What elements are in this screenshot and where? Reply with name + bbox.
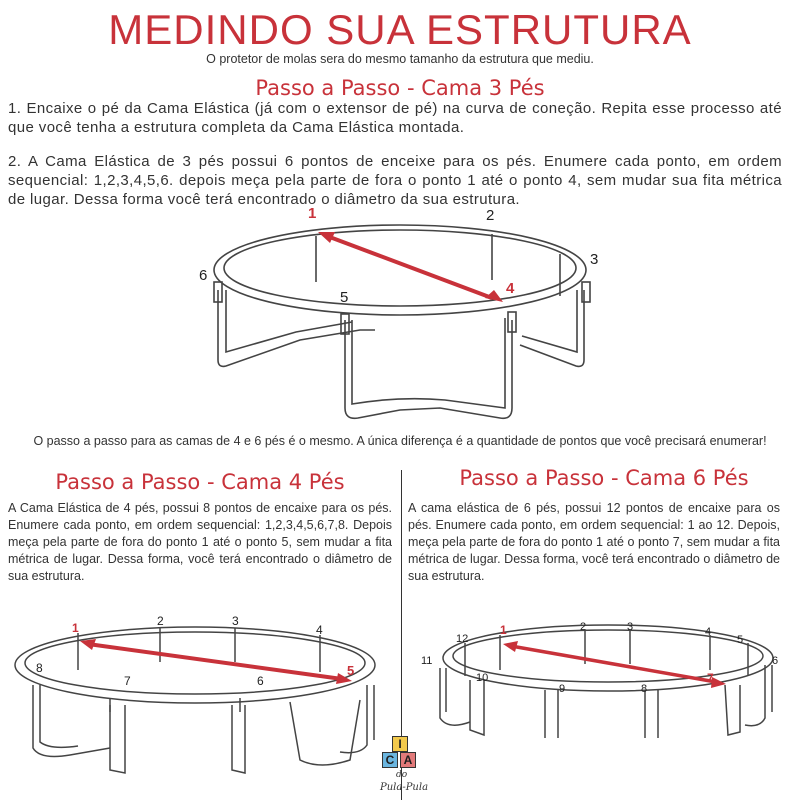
point-label: 8	[36, 661, 43, 675]
point-label: 2	[486, 207, 495, 224]
point-label: 1	[72, 621, 79, 635]
point-label: 6	[199, 267, 208, 284]
point-label: 1	[308, 205, 317, 222]
point-label: 7	[124, 674, 131, 688]
point-label: 3	[590, 251, 599, 268]
point-label: 5	[347, 663, 355, 678]
logo-block-left: C	[382, 752, 398, 768]
point-label: 4	[705, 626, 712, 638]
logo-text-do: do	[396, 770, 408, 780]
point-label: 9	[559, 683, 566, 695]
section-6-text: A cama elástica de 6 pés, possui 12 pontos de encaixe para os pés. Enumere cada ponto, em ordem sequencial: 1 ao 12. Depois, meça pela parte de fora do ponto 1 até o ponto 7, sem mudar a fita métrica de lugar. Dessa forma, você terá encontrado o diâmetro de sua estrutura.	[408, 501, 780, 583]
section-3-heading: Passo a Passo - Cama 3 Pés	[255, 76, 545, 100]
point-label: 8	[641, 683, 648, 695]
point-label: 4	[316, 623, 323, 637]
section-4-heading: Passo a Passo - Cama 4 Pés	[55, 470, 345, 494]
point-label: 5	[737, 634, 744, 646]
logo-block-right: A	[400, 752, 416, 768]
point-label: 6	[257, 674, 264, 688]
point-label: 6	[772, 655, 779, 667]
trampoline-3-feet-diagram	[180, 200, 620, 430]
point-label: 4	[506, 280, 515, 297]
page-title: MEDINDO SUA ESTRUTURA	[108, 6, 692, 53]
point-label: 11	[421, 655, 433, 667]
point-label: 3	[232, 614, 239, 628]
point-label: 3	[627, 621, 634, 633]
section-3-step-1: 1. Encaixe o pé da Cama Elástica (já com o extensor de pé) na curva de coneção. Repita esse processo até que você tenha a estrutura completa da Cama Elástica montada.	[8, 100, 782, 136]
page-subtitle: O protetor de molas sera do mesmo tamanho da estrutura que mediu.	[206, 52, 594, 66]
brand-logo	[372, 736, 432, 798]
point-label: 7	[707, 671, 714, 685]
trampoline-6-feet-diagram	[415, 615, 795, 740]
note-text: O passo a passo para as camas de 4 e 6 pés é o mesmo. A única diferença é a quantidade de pontos que você precisará enumerar!	[33, 434, 767, 448]
point-label: 12	[456, 633, 469, 645]
trampoline-4-feet-diagram	[10, 610, 396, 785]
point-label: 10	[476, 672, 489, 684]
point-label: 5	[340, 289, 349, 306]
point-label: 2	[580, 621, 587, 633]
section-3-step-2: 2. A Cama Elástica de 3 pés possui 6 pontos de enceixe para os pés. Enumere cada ponto, em ordem sequencial: 1,2,3,4,5,6. depois meça pela parte de fora o ponto 1 até o ponto 4, sem mudar sua fita métrica de lugar. Dessa forma você terá encontrado o diâmetro da sua estrutura.	[8, 153, 782, 208]
logo-text-pula-pula: Pula-Pula	[380, 782, 429, 793]
point-label: 1	[500, 623, 507, 637]
logo-block-top: I	[392, 736, 408, 752]
section-6-heading: Passo a Passo - Cama 6 Pés	[459, 466, 749, 490]
section-4-text: A Cama Elástica de 4 pés, possui 8 pontos de encaixe para os pés. Enumere cada ponto, em ordem sequencial: 1,2,3,4,5,6,7,8. Depois meça pela parte de fora do ponto 1 até o ponto 5, sem mudar a fita métrica de lugar. Dessa forma, você terá encontrado o diâmetro de sua estrutura.	[8, 501, 392, 583]
point-label: 2	[157, 614, 164, 628]
